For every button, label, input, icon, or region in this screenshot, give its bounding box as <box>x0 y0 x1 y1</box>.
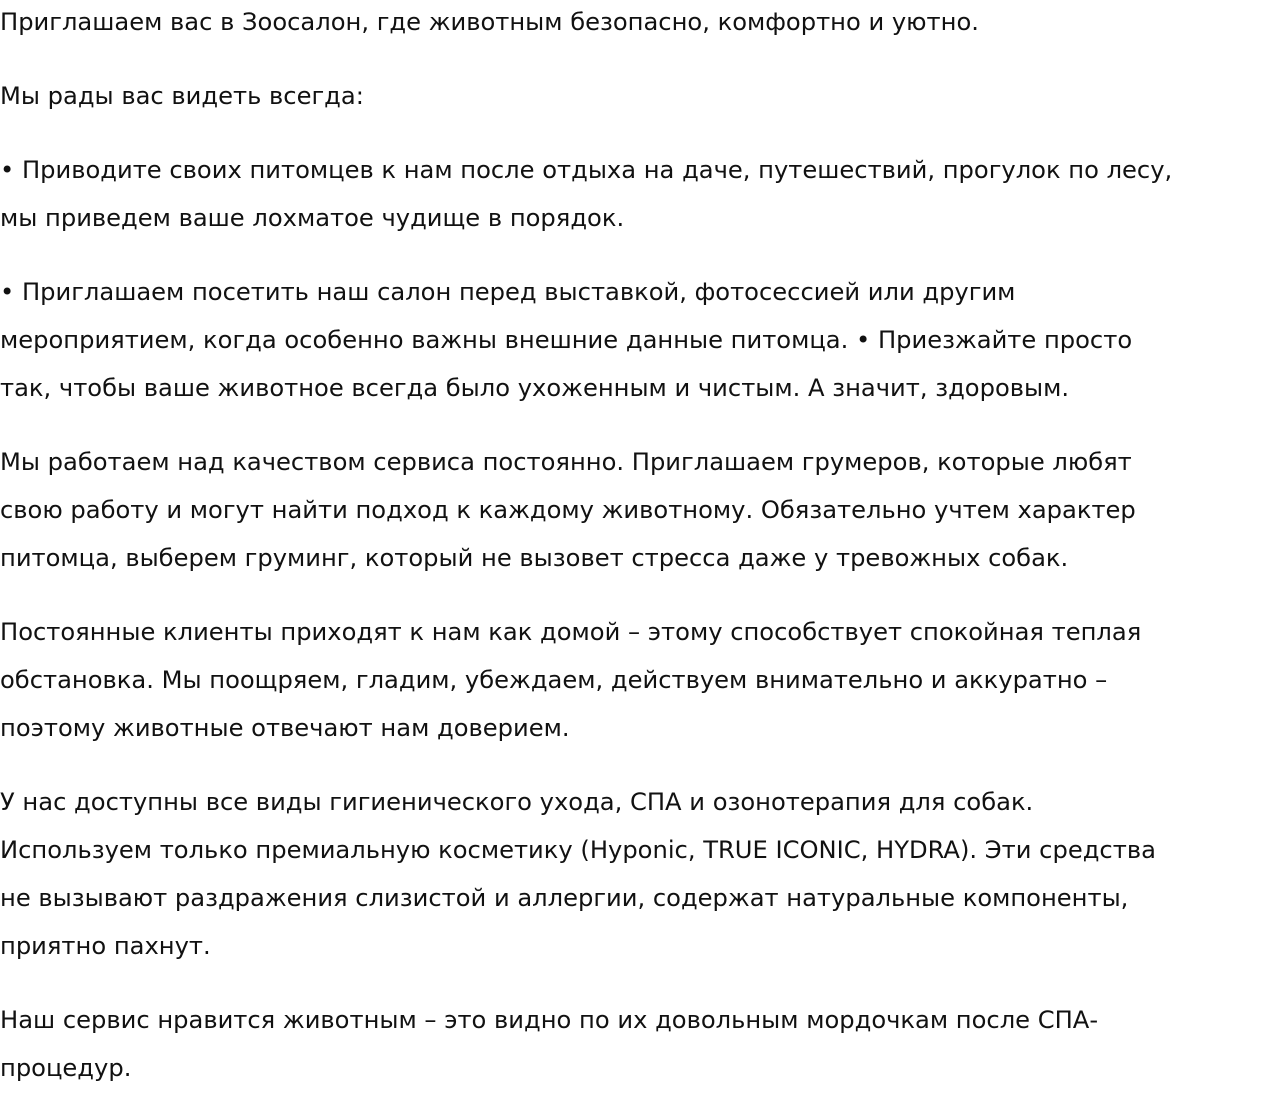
care-services-paragraph <box>0 778 1270 970</box>
intro-paragraph <box>0 0 1270 46</box>
text-line: не вызывают раздражения слизистой и аллергии, содержат натуральные компоненты, <box>0 884 1129 912</box>
text-line: процедур. <box>0 1054 132 1082</box>
text-line: свою работу и могут найти подход к каждому животному. Обязательно учтем характер <box>0 496 1136 524</box>
text-line: мы приведем ваше лохматое чудище в порядок. <box>0 204 625 232</box>
text-line: Приглашаем вас в Зоосалон, где животным безопасно, комфортно и уютно. <box>0 8 979 36</box>
text-line: так, чтобы ваше животное всегда было ухоженным и чистым. А значит, здоровым. <box>0 374 1070 402</box>
text-line: Постоянные клиенты приходят к нам как домой – этому способствует спокойная теплая <box>0 618 1142 646</box>
text-line: У нас доступны все виды гигиенического ухода, СПА и озонотерапия для собак. <box>0 788 1034 816</box>
service-quality-paragraph <box>0 438 1270 582</box>
text-line: приятно пахнут. <box>0 932 211 960</box>
text-line: обстановка. Мы поощряем, гладим, убеждаем, действуем внимательно и аккуратно – <box>0 666 1108 694</box>
bullet-after-trip-paragraph <box>0 146 1270 242</box>
text-line: мероприятием, когда особенно важны внешние данные питомца. • Приезжайте просто <box>0 326 1133 354</box>
regular-clients-paragraph <box>0 608 1270 752</box>
text-line: Мы рады вас видеть всегда: <box>0 82 364 110</box>
welcome-paragraph <box>0 72 1270 120</box>
text-line: Мы работаем над качеством сервиса постоянно. Приглашаем грумеров, которые любят <box>0 448 1132 476</box>
text-line: • Приводите своих питомцев к нам после отдыха на даче, путешествий, прогулок по лесу, <box>0 156 1173 184</box>
bullet-before-show-paragraph <box>0 268 1270 412</box>
text-line: Наш сервис нравится животным – это видно по их довольным мордочкам после СПА- <box>0 1006 1099 1034</box>
text-line: питомца, выберем груминг, который не вызовет стресса даже у тревожных собак. <box>0 544 1069 572</box>
text-line: • Приглашаем посетить наш салон перед выставкой, фотосессией или другим <box>0 278 1016 306</box>
text-line: Используем только премиальную косметику (Hyponic, TRUE ICONIC, HYDRA). Эти средства <box>0 836 1156 864</box>
closing-paragraph <box>0 996 1270 1092</box>
text-line: поэтому животные отвечают нам доверием. <box>0 714 570 742</box>
